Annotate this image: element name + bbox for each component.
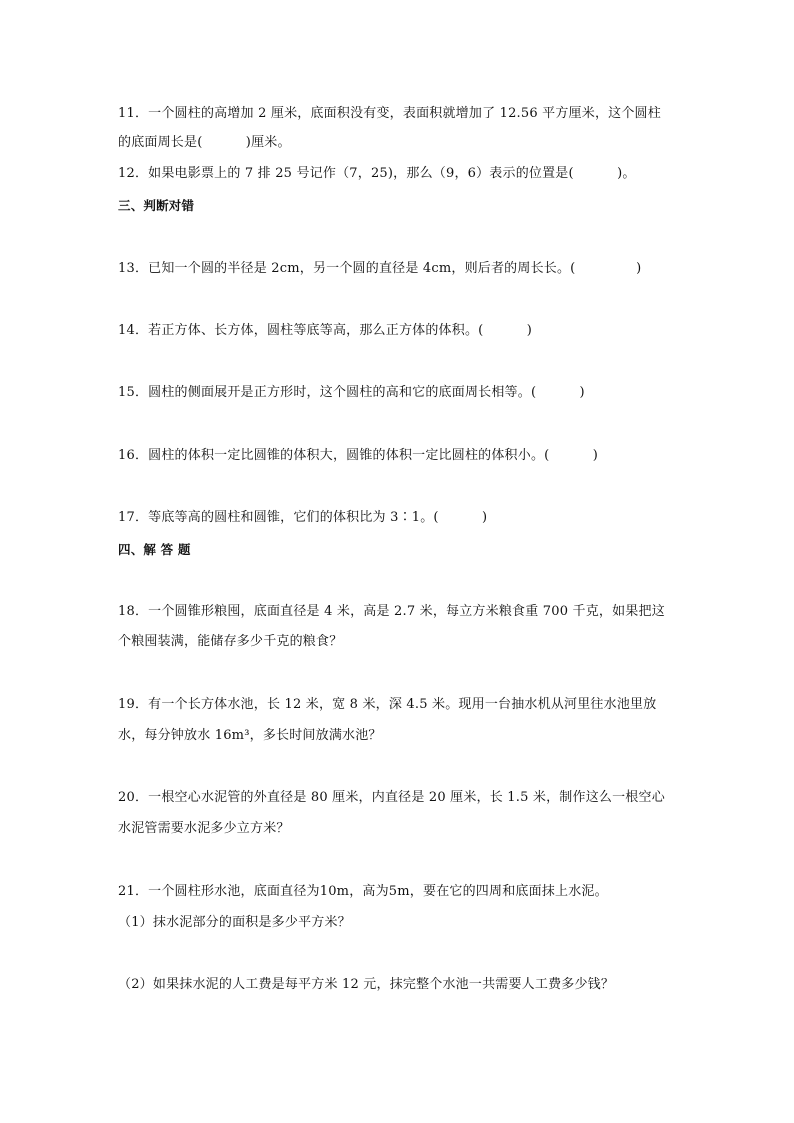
question-19-line-2: 水，每分钟放水 16m³，多长时间放满水池？ [118,728,382,743]
question-12: 12．如果电影票上的 7 排 25 号记作（7，25)，那么（9，6）表示的位置是( )。 [118,166,636,181]
question-11-line-1: 11．一个圆柱的高增加 2 厘米，底面积没有变，表面积就增加了 12.56 平方厘米，这个圆柱 [118,106,661,121]
question-18-line-2: 个粮囤装满，能储存多少千克的粮食？ [118,634,343,649]
question-21-part-2: （2）如果抹水泥的人工费是每平方米 12 元，抹完整个水池一共需要人工费多少钱？ [118,977,615,992]
question-21: 21．一个圆柱形水池，底面直径为10m，高为5m，要在它的四周和底面抹上水泥。 [118,884,608,899]
question-11-line-2: 的底面周长是( )厘米。 [118,135,291,150]
question-14: 14．若正方体、长方体，圆柱等底等高，那么正方体的体积。( ) [118,323,533,338]
question-13: 13．已知一个圆的半径是 2cm，另一个圆的直径是 4cm，则后者的周长长。( ) [118,261,642,276]
question-16: 16．圆柱的体积一定比圆锥的体积大，圆锥的体积一定比圆柱的体积小。( ) [118,448,599,463]
section-heading-solve: 四、解 答 题 [118,542,191,557]
section-heading-true-false: 三、判断对错 [118,198,195,213]
question-17: 17．等底等高的圆柱和圆锥，它们的体积比为 3∶1。( ) [118,510,488,525]
question-20-line-1: 20．一根空心水泥管的外直径是 80 厘米，内直径是 20 厘米，长 1.5 米，制作这么一根空心 [118,790,665,805]
question-20-line-2: 水泥管需要水泥多少立方米？ [118,821,290,836]
question-15: 15．圆柱的侧面展开是正方形时，这个圆柱的高和它的底面周长相等。( ) [118,385,585,400]
question-18-line-1: 18．一个圆锥形粮囤，底面直径是 4 米，高是 2.7 米，每立方米粮食重 700 千克，如果把这 [118,604,665,619]
question-21-part-1: （1）抹水泥部分的面积是多少平方米？ [118,915,351,930]
question-19-line-1: 19．有一个长方体水池，长 12 米，宽 8 米，深 4.5 米。现用一台抽水机从河里往水池里放 [118,697,657,712]
